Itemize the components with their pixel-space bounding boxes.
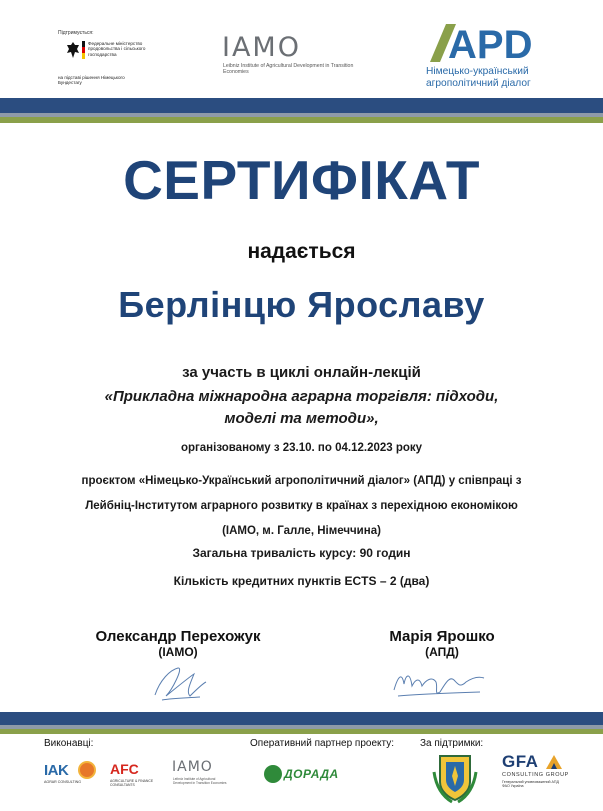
afc-logo-word: AFC bbox=[110, 761, 139, 777]
iamo-footer-logo bbox=[172, 760, 232, 786]
dorada-circle-icon bbox=[264, 765, 282, 783]
course-title-line-1: «Прикладна міжнародна аграрна торгівля: підходи, bbox=[104, 388, 499, 405]
course-title-line-2: моделі та методи», bbox=[224, 410, 379, 427]
course-title bbox=[0, 386, 603, 430]
gfa-consulting-group: CONSULTING GROUP bbox=[502, 772, 569, 778]
bmz-support-label: Підтримується: bbox=[58, 30, 94, 36]
signatory-name: Олександр Перехожук bbox=[95, 628, 261, 645]
executors-label: Виконавці: bbox=[44, 738, 94, 749]
certificate-title: СЕРТИФІКАТ bbox=[123, 149, 480, 211]
afc-logo bbox=[110, 760, 166, 786]
certificate-header bbox=[0, 0, 603, 98]
bottom-stripe-blue bbox=[0, 712, 603, 725]
signature-scribble-1 bbox=[150, 660, 210, 705]
iak-logo bbox=[44, 760, 102, 784]
ministry-coat-of-arms-icon bbox=[432, 752, 478, 804]
participation-line: за участь в циклі онлайн-лекцій bbox=[182, 364, 421, 381]
apd-logo-word: APD bbox=[448, 23, 533, 64]
top-stripe-blue bbox=[0, 98, 603, 113]
gfa-triangle-icon bbox=[544, 754, 564, 770]
signature-scribble-2 bbox=[388, 662, 488, 704]
iak-globe-icon bbox=[78, 761, 96, 779]
organized-dates: організованому з 23.10. по 04.12.2023 року bbox=[180, 442, 423, 454]
top-stripe-green bbox=[0, 117, 603, 123]
gfa-logo bbox=[502, 752, 569, 800]
signatory-name: Марія Ярошко bbox=[389, 628, 495, 645]
german-flag-icon bbox=[82, 41, 85, 59]
granted-label: надається bbox=[247, 240, 356, 263]
apd-wordmark bbox=[426, 18, 556, 64]
signature-block-apd bbox=[352, 628, 532, 659]
project-line-3: (IAMO, м. Галле, Німеччина) bbox=[222, 525, 381, 537]
project-line-1: проєктом «Німецько-Український агрополітичний діалог» (АПД) у співпраці з bbox=[81, 475, 522, 487]
apd-tagline bbox=[426, 66, 556, 90]
iamo-footer-word: IAMO bbox=[172, 759, 213, 775]
iamo-logo-subtitle: Leibniz Institute of Agricultural Development in Transition Economies bbox=[223, 63, 354, 76]
course-duration: Загальна тривалість курсу: 90 годин bbox=[192, 546, 411, 560]
apd-tagline-1: Німецько-український bbox=[426, 66, 529, 77]
dorada-logo bbox=[264, 764, 356, 784]
iamo-footer-sub: Leibniz Institute of Agricultural Development in Transition Economies bbox=[173, 777, 227, 785]
support-label: За підтримки: bbox=[420, 738, 484, 749]
apd-logo bbox=[426, 18, 556, 96]
project-line-2: Лейбніц-Інститутом аграрного розвитку в країнах з перехідною економікою bbox=[85, 500, 518, 512]
signatory-org: (АПД) bbox=[425, 645, 459, 659]
signatory-org: (IAMO) bbox=[158, 645, 198, 659]
signature-block-iamo bbox=[68, 628, 288, 659]
gfa-logo-sub: Генеральний уповноважений АПД ФАО Україна bbox=[502, 780, 559, 789]
iamo-logo-word: IAMO bbox=[222, 32, 301, 63]
bottom-stripe-green bbox=[0, 729, 603, 734]
afc-logo-sub: AGRICULTURE & FINANCE CONSULTANTS bbox=[110, 779, 154, 787]
project-description bbox=[0, 469, 603, 544]
ects-credits: Кількість кредитних пунктів ECTS – 2 (два) bbox=[173, 574, 430, 588]
partner-label: Оперативний партнер проекту: bbox=[250, 738, 394, 749]
iak-logo-word: IAK bbox=[44, 762, 69, 779]
bmz-ministry: Федеральне міністерство продовольства і сільського господарства bbox=[88, 41, 146, 57]
apd-tagline-2: агрополітичний діалог bbox=[426, 78, 531, 89]
dorada-logo-word: ДОРАДА bbox=[284, 767, 339, 781]
federal-eagle-icon bbox=[66, 41, 80, 59]
recipient-name: Берлінцю Ярославу bbox=[118, 284, 485, 325]
gfa-logo-word: GFA bbox=[502, 752, 539, 771]
iak-logo-sub: AGRAR CONSULTING bbox=[44, 780, 82, 784]
bmz-bundestag: на підставі рішення Німецького Бундестагу bbox=[58, 75, 125, 86]
iamo-logo bbox=[222, 32, 354, 78]
